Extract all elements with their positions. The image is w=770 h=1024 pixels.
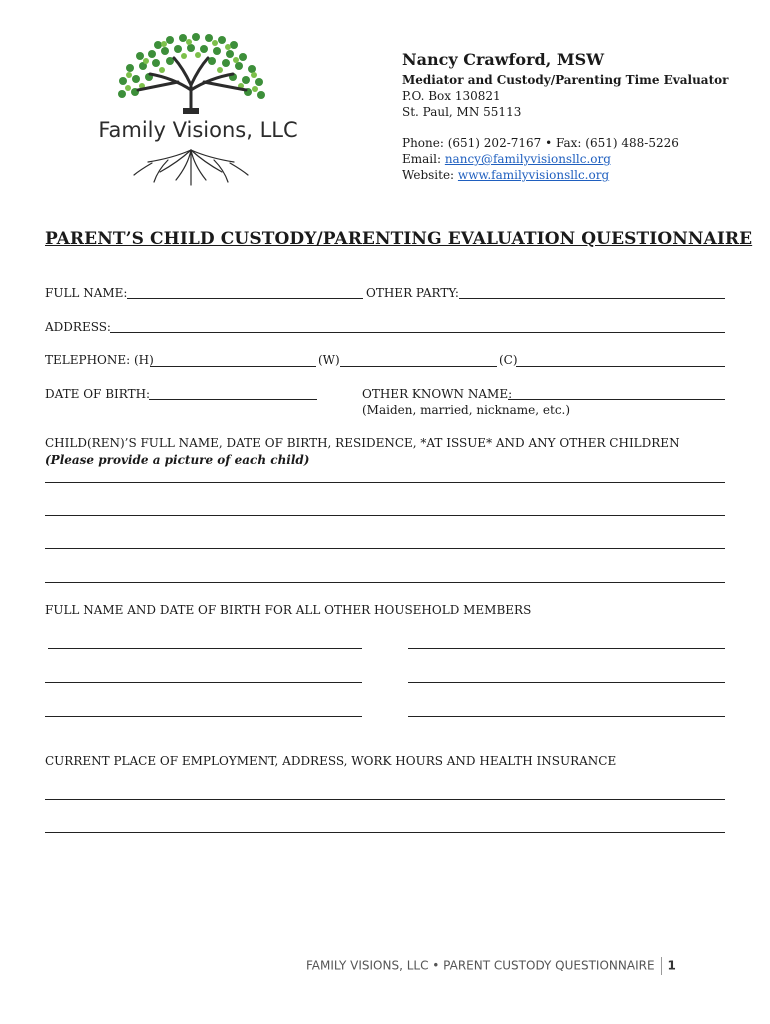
children-label: CHILD(REN)’S FULL NAME, DATE OF BIRTH, RESIDENCE, *AT ISSUE* AND ANY OTHER CHILDREN — [45, 436, 680, 450]
children-line-1[interactable] — [45, 482, 725, 483]
other-known-name-hint: (Maiden, married, nickname, etc.) — [362, 403, 571, 417]
telephone-cell-label: (C) — [499, 353, 518, 367]
website-link[interactable]: www.familyvisionsllc.org — [457, 168, 610, 182]
household-line-1-left[interactable] — [48, 648, 362, 649]
other-known-name-label: OTHER KNOWN NAME: — [362, 387, 513, 401]
other-party-field[interactable] — [459, 298, 725, 299]
page-footer — [306, 957, 676, 975]
contact-po-box: P.O. Box 130821 — [402, 89, 501, 103]
email-label: Email: — [402, 152, 445, 166]
address-field[interactable] — [110, 332, 725, 333]
employment-line-2[interactable] — [45, 832, 725, 833]
dob-field[interactable] — [149, 399, 317, 400]
contact-role: Mediator and Custody/Parenting Time Evaluator — [402, 73, 729, 87]
employment-label: CURRENT PLACE OF EMPLOYMENT, ADDRESS, WORK HOURS AND HEALTH INSURANCE — [45, 754, 617, 768]
logo-text: Family Visions, LLC — [98, 118, 298, 142]
household-line-3-left[interactable] — [45, 716, 362, 717]
children-line-2[interactable] — [45, 515, 725, 516]
children-note: (Please provide a picture of each child) — [45, 453, 310, 467]
contact-name: Nancy Crawford, MSW — [402, 50, 605, 69]
contact-block — [402, 52, 728, 183]
household-line-1-right[interactable] — [408, 648, 725, 649]
address-label: ADDRESS: — [45, 320, 111, 334]
household-line-2-left[interactable] — [45, 682, 362, 683]
household-line-2-right[interactable] — [408, 682, 725, 683]
telephone-work-label: (W) — [318, 353, 340, 367]
telephone-cell-field[interactable] — [516, 366, 725, 367]
household-line-3-right[interactable] — [408, 716, 725, 717]
dob-label: DATE OF BIRTH: — [45, 387, 151, 401]
other-party-label: OTHER PARTY: — [366, 286, 459, 300]
footer-text: FAMILY VISIONS, LLC • PARENT CUSTODY QUESTIONNAIRE — [306, 958, 655, 973]
page-title: PARENT’S CHILD CUSTODY/PARENTING EVALUATION QUESTIONNAIRE — [45, 229, 753, 249]
telephone-work-field[interactable] — [340, 366, 497, 367]
contact-phone-fax: Phone: (651) 202-7167 • Fax: (651) 488-5226 — [402, 136, 679, 150]
email-link[interactable]: nancy@familyvisionsllc.org — [444, 152, 611, 166]
logo — [78, 30, 318, 190]
telephone-home-label: TELEPHONE: (H) — [45, 353, 154, 367]
website-label: Website: — [402, 168, 458, 182]
contact-city: St. Paul, MN 55113 — [402, 105, 522, 119]
page-number: 1 — [667, 958, 676, 973]
children-line-4[interactable] — [45, 582, 725, 583]
children-line-3[interactable] — [45, 548, 725, 549]
telephone-home-field[interactable] — [150, 366, 316, 367]
other-known-name-field[interactable] — [508, 399, 725, 400]
tree-logo-icon — [78, 30, 318, 190]
full-name-field[interactable] — [127, 298, 363, 299]
household-label: FULL NAME AND DATE OF BIRTH FOR ALL OTHER HOUSEHOLD MEMBERS — [45, 603, 532, 617]
employment-line-1[interactable] — [45, 799, 725, 800]
full-name-label: FULL NAME: — [45, 286, 128, 300]
footer-divider — [661, 957, 662, 975]
